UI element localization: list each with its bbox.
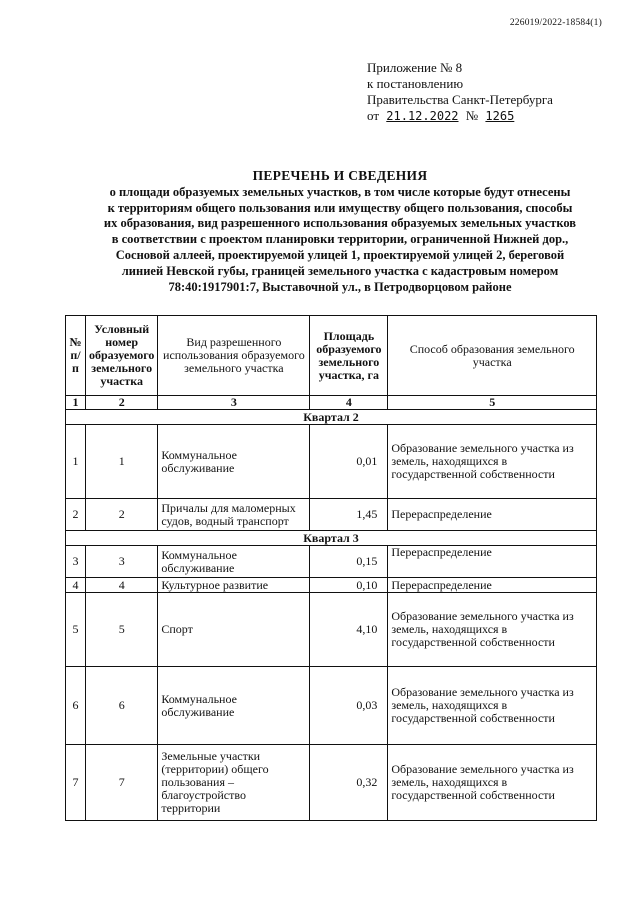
formation-method: Образование земельного участка из земель, находящихся в государственной собственности [388, 667, 597, 745]
appendix-date-line [367, 108, 553, 124]
column-index: 3 [158, 396, 310, 410]
row-number: 2 [66, 499, 86, 531]
plot-area: 0,32 [310, 745, 388, 821]
permitted-use: Коммунальное обслуживание [158, 425, 310, 499]
permitted-use: Коммунальное обслуживание [158, 546, 310, 578]
plot-area: 0,15 [310, 546, 388, 578]
plot-area: 1,45 [310, 499, 388, 531]
permitted-use: Земельные участки (территории) общего пользования – благоустройство территории [158, 745, 310, 821]
header-formation-method: Способ образования земельного участка [388, 316, 597, 396]
formation-method: Образование земельного участка из земель, находящихся в государственной собственности [388, 745, 597, 821]
quarter-row [66, 531, 597, 546]
formation-method: Перераспределение [388, 546, 597, 578]
column-index: 1 [66, 396, 86, 410]
formation-method: Перераспределение [388, 499, 597, 531]
plot-area: 0,01 [310, 425, 388, 499]
permitted-use: Спорт [158, 593, 310, 667]
title-line: в соответствии с проектом планировки территории, ограниченной Нижней дор., [111, 232, 569, 247]
column-index: 4 [310, 396, 388, 410]
table-row [66, 745, 597, 821]
table-row [66, 578, 597, 593]
title-line: 78:40:1917901:7, Выставочной ул., в Петродворцовом районе [168, 279, 512, 294]
table-row [66, 667, 597, 745]
row-number: 7 [66, 745, 86, 821]
resolution-number: 1265 [485, 109, 515, 123]
date-prefix: от [367, 108, 380, 123]
formation-method: Образование земельного участка из земель, находящихся в государственной собственности [388, 425, 597, 499]
header-permitted-use: Вид разрешенного использования образуемого земельного участка [158, 316, 310, 396]
formation-method: Образование земельного участка из земель, находящихся в государственной собственности [388, 593, 597, 667]
plot-area: 0,10 [310, 578, 388, 593]
formation-method: Перераспределение [388, 578, 597, 593]
column-index: 5 [388, 396, 597, 410]
column-index-row [66, 396, 597, 410]
document-title [60, 168, 620, 295]
permitted-use: Коммунальное обслуживание [158, 667, 310, 745]
quarter-label: Квартал 3 [66, 531, 597, 546]
number-prefix: № [465, 108, 479, 123]
title-main: ПЕРЕЧЕНЬ И СВЕДЕНИЯ [252, 168, 428, 183]
table-row [66, 593, 597, 667]
title-line: линией Невской губы, границей земельного участка с кадастровым номером [121, 263, 559, 278]
table-row [66, 546, 597, 578]
plot-number: 1 [86, 425, 158, 499]
appendix-block [367, 60, 553, 124]
row-number: 4 [66, 578, 86, 593]
plot-area: 0,03 [310, 667, 388, 745]
row-number: 5 [66, 593, 86, 667]
plot-number: 5 [86, 593, 158, 667]
appendix-line-government: Правительства Санкт-Петербурга [367, 92, 553, 107]
document-number: 226019/2022-18584(1) [509, 18, 602, 28]
table-row [66, 425, 597, 499]
permitted-use: Причалы для маломерных судов, водный транспорт [158, 499, 310, 531]
row-number: 3 [66, 546, 86, 578]
plot-area: 4,10 [310, 593, 388, 667]
plot-number: 3 [86, 546, 158, 578]
appendix-title: Приложение № 8 [367, 60, 463, 75]
plot-number: 6 [86, 667, 158, 745]
plot-number: 4 [86, 578, 158, 593]
land-plots-table [65, 315, 597, 821]
plot-number: 2 [86, 499, 158, 531]
table-row [66, 499, 597, 531]
title-line: о площади образуемых земельных участков, в том числе которые будут отнесены [109, 184, 571, 199]
header-number: № п/п [66, 316, 86, 396]
row-number: 6 [66, 667, 86, 745]
column-index: 2 [86, 396, 158, 410]
table-header-row [66, 316, 597, 396]
header-area: Площадь образуемого земельного участка, га [310, 316, 388, 396]
header-plot-number: Условный номер образуемого земельного участка [86, 316, 158, 396]
resolution-date: 21.12.2022 [386, 109, 459, 123]
plot-number: 7 [86, 745, 158, 821]
title-line: к территориям общего пользования или имуществу общего пользования, способы [107, 200, 573, 215]
quarter-label: Квартал 2 [66, 410, 597, 425]
permitted-use: Культурное развитие [158, 578, 310, 593]
quarter-row [66, 410, 597, 425]
appendix-line-resolution: к постановлению [367, 76, 464, 91]
title-line: Сосновой аллеей, проектируемой улицей 1, проектируемой улицей 2, береговой [115, 247, 565, 262]
row-number: 1 [66, 425, 86, 499]
title-line: их образования, вид разрешенного использования образуемых земельных участков [103, 216, 577, 231]
